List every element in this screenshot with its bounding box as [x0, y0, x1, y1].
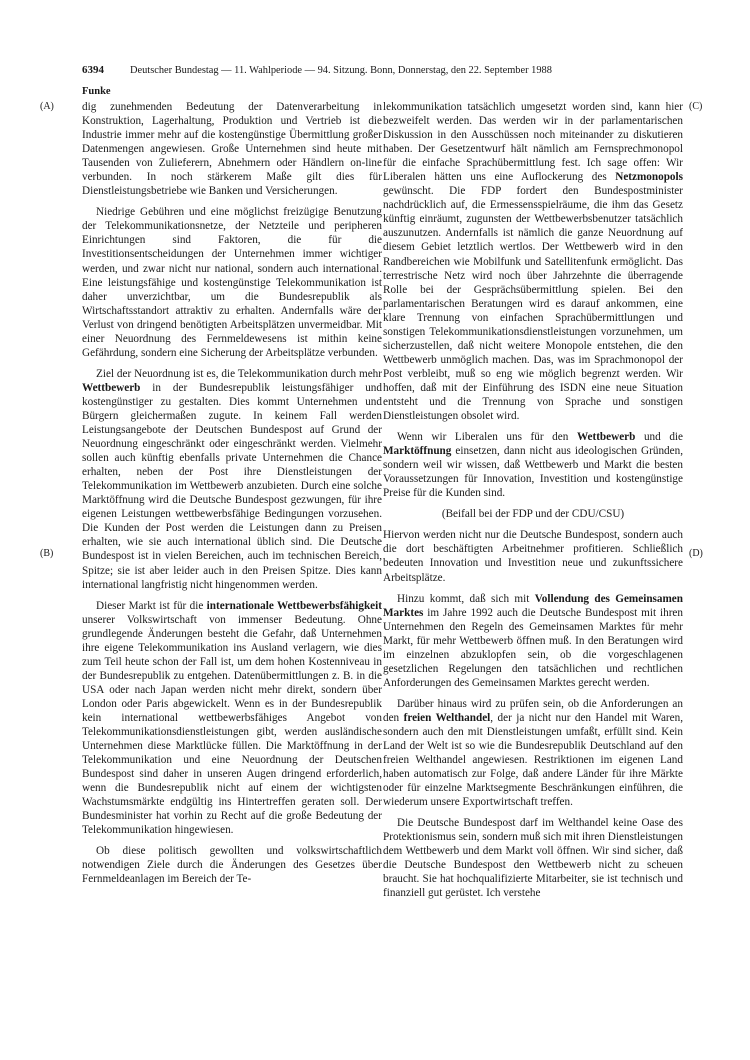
running-title: Deutscher Bundestag — 11. Wahlperiode — 94. Sitzung. Bonn, Donnerstag, den 22. September 1988	[130, 65, 552, 76]
paragraph: Ob diese politisch gewollten und volkswirtschaftlich notwendigen Ziele durch die Änderungen des Gesetzes über Fernmeldeanlagen im Bereich der Te-	[82, 845, 382, 886]
emphasis: Vollendung des Gemeinsamen Marktes	[383, 592, 683, 619]
emphasis: Wettbewerb	[576, 431, 636, 444]
paragraph: Dieser Markt ist für die internationale Wettbewerbsfähigkeit unserer Volkswirtschaft von immenser Bedeutung. Ohne grundlegende Änderungen besteht die Gefahr, daß Unternehmen ihre eigene Telekommunikation ins Ausland verlagern, wie dies zum Teil heute schon der Fall ist, um dem hohen Kostenniveau in der Bundesrepublik zu entgehen. Datenübermittlungen z. B. in die USA oder nach Japan werden nicht mehr direkt, sondern über London oder Paris abgewickelt. Wenn es in der Bundesrepublik kein international wettbewerbsfähiges Angebot von Telekommunikationsdienstleistungen gibt, werden ausländische Unternehmen diese Marktlücke füllen. Die Marktöffnung in der Telekommunikation und eine Neuordnung der Deutschen Bundespost sind daher in unseren Augen dringend erforderlich, wenn die Bundesrepublik nicht auf einem der wichtigsten Wachstumsmärkte endgültig ins Hintertreffen geraten soll. Der Bundesminister hat vorhin zu Recht auf die große Bedeutung der Telekommunikation hingewiesen.	[82, 599, 382, 837]
right-column	[383, 100, 683, 908]
emphasis: internationale Wettbewerbsfähigkeit	[206, 599, 382, 612]
margin-marker-d: (D)	[689, 548, 703, 559]
applause-note: (Beifall bei der FDP und der CDU/CSU)	[441, 508, 625, 521]
paragraph: Die Deutsche Bundespost darf im Welthandel keine Oase des Protektionismus sein, sondern muß sich mit ihren Dienstleistungen dem Wettbewerb und dem Markt voll öffnen. Wir sind sicher, daß die Deutsche Bundespost den Wettbewerb nicht zu scheuen braucht. Sie hat hochqualifizierte Mitarbeiter, sie ist technisch und finanziell gut gerüstet. Ich verstehe	[383, 817, 683, 900]
emphasis: Marktöffnung	[383, 445, 452, 458]
margin-marker-c: (C)	[689, 101, 703, 112]
paragraph: lekommunikation tatsächlich umgesetzt worden sind, kann hier bezweifelt werden. Das werden wir in der parlamentarischen Diskussion in den Ausschüssen noch miteinander zu diskutieren haben. Der Gesetzentwurf hält nämlich am Fernsprechmonopol für die einfache Sprachübermittlung fest. Ich sage offen: Wir Liberalen hätten uns eine Auflockerung des Netzmonopols gewünscht. Die FDP fordert den Bundespostminister nachdrücklich auf, die Ermessensspielräume, die ihm das Gesetz künftig einräumt, zugunsten der Wettbewerbsbenutzer tatsächlich auszunutzen. Andernfalls ist nämlich die ganze Neuordnung auf diesem Gebiet letztlich wertlos. Der Wettbewerb wird in den Randbereichen wie Mobilfunk und Satellitenfunk ermöglicht. Das terrestrische Netz wird noch über Jahrzehnte die überragende Rolle bei der Gesprächsübermittlung spielen. Bei den parlamentarischen Beratungen wird es darauf ankommen, eine klare Trennung von einfachen Sprachübermittlungen und sonstigen Telekommunikationsdienstleistungen vorzunehmen, um sicherzustellen, daß nicht weitere Monopole entstehen, die den Wettbewerb unmöglich machen. Das, was im Sprachmonopol der Post verbleibt, muß so eng wie möglich begrenzt werden. Wir hoffen, daß mit der Einführung des ISDN eine neue Situation entsteht und die Trennung von Sprache und sonstigen Dienstleistungen obsolet wird.	[383, 101, 683, 423]
paragraph: Ziel der Neuordnung ist es, die Telekommunikation durch mehr Wettbewerb in der Bundesrepublik leistungsfähiger und kostengünstiger zu gestalten. Dies kommt Unternehmen und Bürgern gleichermaßen zugute. In keinem Fall werden Leistungsangebote der Deutschen Bundespost auf Grund der Neuordnung eingeschränkt oder eingeschränkt werden. Vielmehr sollen auch künftig ebenfalls private Unternehmen die Chance erhalten, neben der Post ihre Dienstleistungen der Telekommunikation im Wettbewerb anzubieten. Durch eine solche Marktöffnung wird die Deutsche Bundespost gezwungen, für ihre eigenen Leistungen wettbewerbsfähige Bedingungen vorzusehen. Die Kunden der Post werden die Leistungen dann zu Preisen erhalten, wie sie auch international üblich sind. Die Deutsche Bundespost ist in vielen Bereichen, auch im technischen Bereich, Spitze; sie ist aber leider auch in den Preisen Spitze. Dies kann international langfristig nicht hingenommen werden.	[82, 367, 382, 591]
margin-marker-b: (B)	[40, 548, 54, 559]
running-header	[82, 64, 682, 77]
paragraph: Hinzu kommt, daß sich mit Vollendung des Gemeinsamen Marktes im Jahre 1992 auch die Deutsche Bundespost mit ihren Unternehmen den Regeln des Gemeinsamen Marktes für mehr Markt, für mehr Wettbewerb öffnen muß. In den Beratungen wird im einzelnen abzuklopfen sein, ob die vorgeschlagenen gesetzlichen Regelungen den tatsächlichen und rechtlichen Anforderungen des Gemeinsamen Marktes gerecht werden.	[383, 592, 683, 689]
emphasis: freien Welthandel	[403, 711, 491, 724]
paragraph: Hiervon werden nicht nur die Deutsche Bundespost, sondern auch die dort beschäftigten Arbeitnehmer profitieren. Schließlich bedeuten Innovation und Investition neue und zukunftssichere Arbeitsplätze.	[383, 529, 683, 584]
paragraph: Darüber hinaus wird zu prüfen sein, ob die Anforderungen an den freien Welthandel, der ja nicht nur den Handel mit Waren, sondern auch den mit Dienstleistungen umfaßt, erfüllt sind. Kein Land der Welt ist so wie die Bundesrepublik Deutschland auf den freien Welthandel angewiesen. Restriktionen im eigenen Land haben automatisch zur Folge, daß andere Länder für ihre Märkte oder für einzelne Marktsegmente Beschränkungen einführen, die wiederum unsere Exportwirtschaft treffen.	[383, 697, 684, 809]
emphasis: Wettbewerb	[82, 381, 141, 394]
paragraph: Niedrige Gebühren und eine möglichst freizügige Benutzung der Telekommunikationsnetze, der Netzteile und peripheren Einrichtungen sind Faktoren, die für die Investitionsentscheidungen der Unternehmen immer wichtiger werden, und zwar nicht nur national, sondern auch international. Eine leistungsfähige und kostengünstige Telekommunikation ist daher unverzichtbar, um die Bundesrepublik als Wirtschaftsstandort attraktiv zu erhalten. Andernfalls wäre der Verlust von dringend benötigten Arbeitsplätzen unvermeidbar. Mit einer Neuordnung des Fernmeldewesens ist mithin keine Gefährdung, sondern eine Sicherung der Arbeitsplätze verbunden.	[82, 206, 382, 359]
left-column	[82, 100, 382, 894]
paragraph: dig zunehmenden Bedeutung der Datenverarbeitung in Konstruktion, Lagerhaltung, Produktion und Vertrieb ist die Industrie immer mehr auf die kostengünstige Übermittlung großer Datenmengen angewiesen. Große Unternehmen sind heute mit Tausenden von Zulieferern, Abnehmern oder Händlern on-line verbunden. In noch stärkerem Maße gilt dies für Dienstleistungsbetriebe wie Banken und Versicherungen.	[82, 101, 382, 198]
paragraph: Wenn wir Liberalen uns für den Wettbewerb und die Marktöffnung einsetzen, dann nicht aus ideologischen Gründen, sondern weil wir wissen, daß Wettbewerb und Markt die besten Voraussetzungen für Innovation, Investition und kostengünstige Preise für die Kunden sind.	[383, 431, 683, 500]
emphasis: Netzmonopols	[615, 171, 683, 184]
page-number: 6394	[82, 64, 104, 76]
margin-marker-a: (A)	[40, 101, 54, 112]
speaker-name: Funke	[82, 86, 111, 97]
